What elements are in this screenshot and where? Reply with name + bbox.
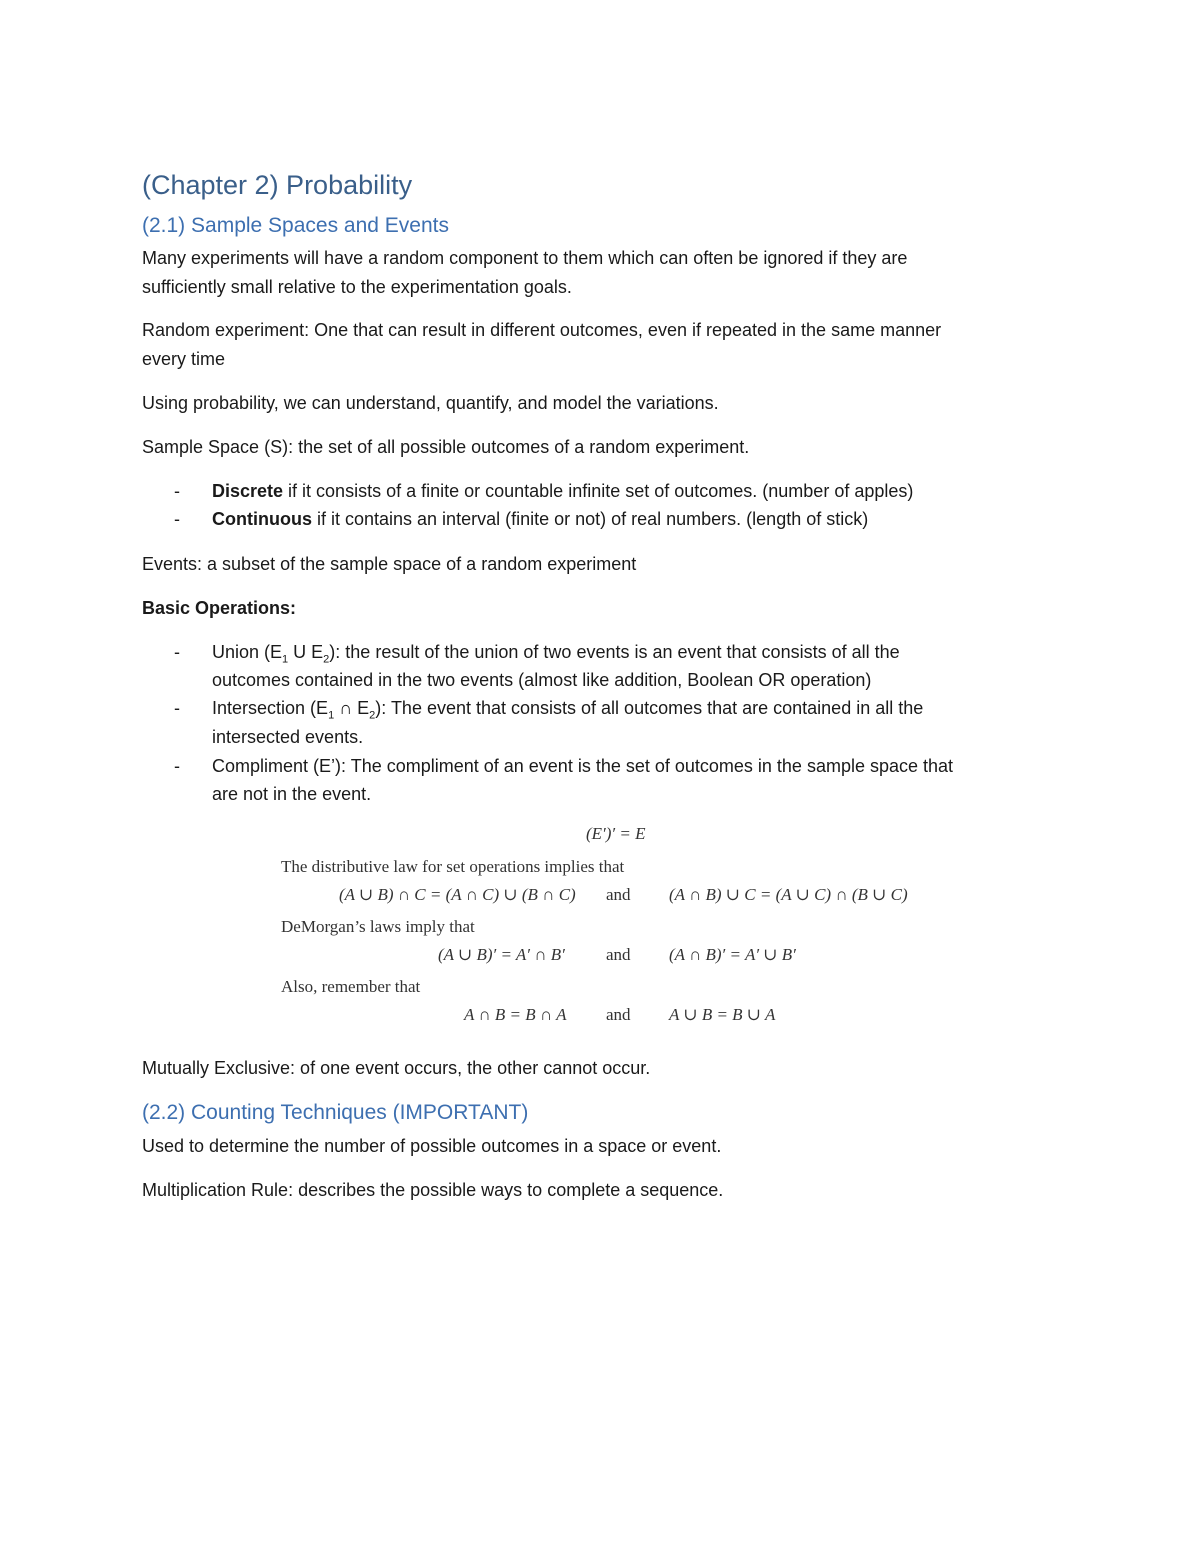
paragraph-probability: Using probability, we can understand, quantify, and model the variations. (142, 393, 719, 413)
list-dash: - (174, 642, 180, 662)
paragraph-intro-line2: sufficiently small relative to the experimentation goals. (142, 277, 572, 297)
paragraph-random-experiment-line2: every time (142, 349, 226, 369)
and-text: and (606, 885, 631, 904)
chapter-title: (Chapter 2) Probability (142, 170, 413, 200)
list-item-text: if it consists of a finite or countable infinite set of outcomes. (number of apples) (283, 481, 914, 501)
section-heading-2-1: (2.1) Sample Spaces and Events (142, 214, 450, 237)
demorgan-right: (A ∩ B)′ = A′ ∪ B′ (669, 945, 796, 964)
list-item-intersection-cont: intersected events. (212, 727, 364, 747)
subscript: 1 (328, 709, 335, 722)
demorgan-text: DeMorgan’s laws imply that (281, 917, 475, 936)
subscript: 1 (282, 653, 289, 666)
distributive-law-right: (A ∩ B) ∪ C = (A ∪ C) ∩ (B ∪ C) (669, 885, 908, 904)
list-item-text: if it contains an interval (finite or not) of real numbers. (length of stick) (311, 509, 869, 529)
union-label-end: ): (329, 642, 346, 662)
subscript: 2 (369, 709, 376, 722)
intersection-label: Intersection (E (212, 698, 329, 718)
list-item-discrete (212, 479, 913, 503)
paragraph-counting-intro: Used to determine the number of possible outcomes in a space or event. (142, 1136, 722, 1156)
list-item-union-cont: outcomes contained in the two events (almost like addition, Boolean OR operation) (212, 670, 872, 690)
intersection-label-mid: ∩ E (334, 698, 370, 718)
commutative-left: A ∩ B = B ∩ A (464, 1005, 567, 1024)
commutative-right: A ∪ B = B ∪ A (669, 1005, 776, 1024)
also-remember-text: Also, remember that (281, 977, 421, 996)
paragraph-mutually-exclusive: Mutually Exclusive: of one event occurs, the other cannot occur. (142, 1058, 651, 1078)
list-dash: - (174, 698, 180, 718)
list-dash: - (174, 756, 180, 776)
paragraph-events: Events: a subset of the sample space of a random experiment (142, 554, 637, 574)
list-item-union (212, 640, 900, 664)
demorgan-left: (A ∪ B)′ = A′ ∩ B′ (438, 945, 565, 964)
intersection-text: The event that consists of all outcomes that are contained in all the (390, 698, 924, 718)
list-item-continuous (212, 507, 868, 531)
paragraph-multiplication-rule: Multiplication Rule: describes the possible ways to complete a sequence. (142, 1180, 724, 1200)
term-discrete: Discrete (212, 481, 284, 501)
paragraph-random-experiment-line1: Random experiment: One that can result in different outcomes, even if repeated in the same manner (142, 320, 942, 340)
distributive-law-text: The distributive law for set operations implies that (281, 857, 625, 876)
compliment-label: Compliment (E’): (212, 756, 351, 776)
and-text: and (606, 1005, 631, 1024)
term-continuous: Continuous (212, 509, 312, 529)
list-dash: - (174, 481, 180, 501)
subscript: 2 (323, 653, 330, 666)
union-label: Union (E (212, 642, 283, 662)
list-item-compliment-cont: are not in the event. (212, 784, 372, 804)
union-text: the result of the union of two events is an event that consists of all the (345, 642, 900, 662)
paragraph-intro-line1: Many experiments will have a random component to them which can often be ignored if they are (142, 248, 908, 268)
list-item-compliment (212, 754, 953, 778)
union-label-mid: U E (288, 642, 324, 662)
complement-identity: (E′)′ = E (586, 824, 646, 843)
compliment-text: The compliment of an event is the set of outcomes in the sample space that (350, 756, 954, 776)
list-item-intersection (212, 696, 923, 720)
basic-operations-heading: Basic Operations: (142, 598, 297, 618)
paragraph-sample-space: Sample Space (S): the set of all possible outcomes of a random experiment. (142, 437, 750, 457)
list-dash: - (174, 509, 180, 529)
and-text: and (606, 945, 631, 964)
distributive-law-left: (A ∪ B) ∩ C = (A ∩ C) ∪ (B ∩ C) (339, 885, 576, 904)
section-heading-2-2: (2.2) Counting Techniques (IMPORTANT) (142, 1101, 529, 1124)
intersection-label-end: ): (375, 698, 391, 718)
